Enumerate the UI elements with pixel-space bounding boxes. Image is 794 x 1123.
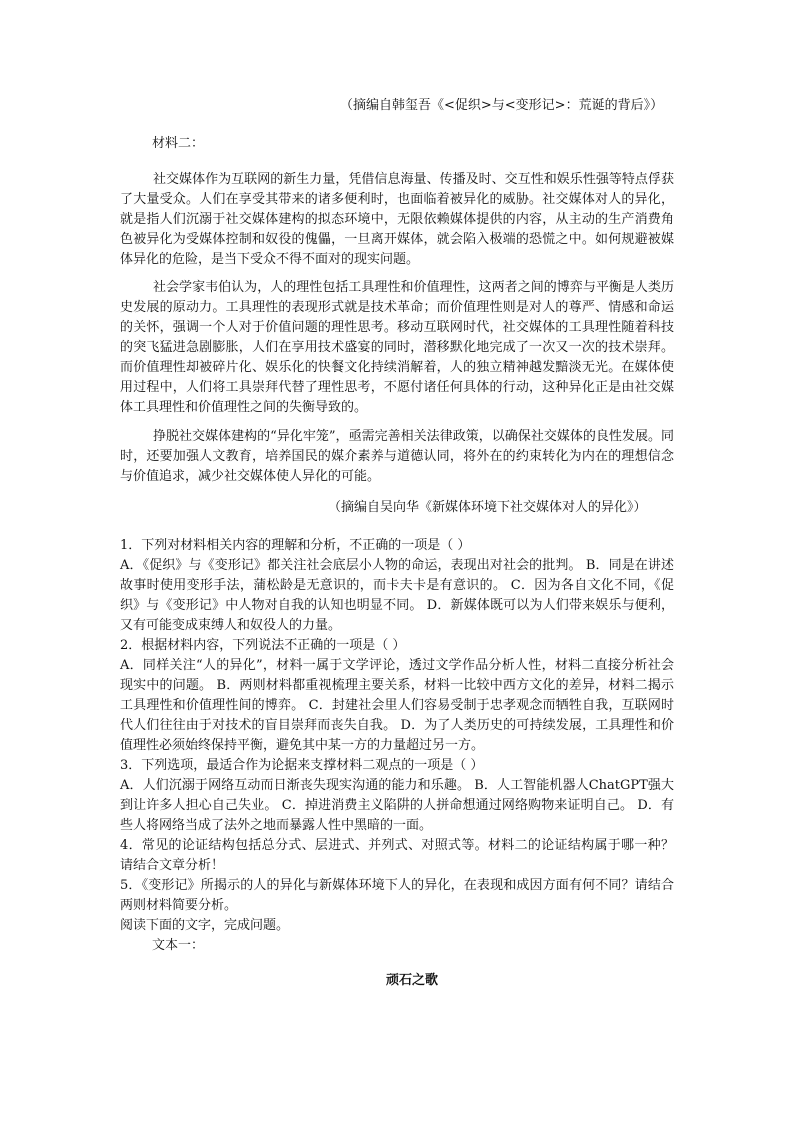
question-1-stem: 1．下列对材料相关内容的理解和分析，不正确的一项是（ ） <box>120 538 471 553</box>
material2-paragraph-2: 社会学家韦伯认为，人的理性包括工具理性和价值理性，这两者之间的博弈与平衡是人类历史发展的原动力。工具理性的表现形式就是技术革命；而价值理性则是对人的尊严、情感和命运的关怀，强调一个人对于价值问题的理性思考。移动互联网时代，社交媒体的工具理性随着科技的突飞猛进急剧膨胀，人们在享用技术盛宴的同时，潜移默化地完成了一次又一次的技术崇拜。而价值理性却被碎片化、娱乐化的快餐文化持续消解着，人的独立精神越发黯淡无光。在媒体使用过程中，人们将工具崇拜代替了理性思考，不愿付诸任何具体的行动，这种异化正是由社交媒体工具理性和价值理性之间的失衡导致的。 <box>120 280 674 415</box>
material2-label: 材料二： <box>152 136 205 151</box>
question-1-options: A．《促织》与《变形记》都关注社会底层小人物的命运，表现出对社会的批判。 B．同是在讲述故事时使用变形手法，蒲松龄是无意识的，而卡夫卡是有意识的。 C．因为各自文化不同，《促织》与《变形记》中人物对自我的认知也明显不同。 D．新媒体既可以为人们带来娱乐与便利，又有可能变成束缚人和奴役人的力量。 <box>120 558 674 633</box>
question-4: 4．常见的论证结构包括总分式、层进式、并列式、对照式等。材料二的论证结构属于哪一种？请结合文章分析！ <box>120 838 674 873</box>
question-3-stem: 3．下列选项，最适合作为论据来支撑材料二观点的一项是（ ） <box>120 758 484 773</box>
questions-block <box>120 536 674 936</box>
material1-source: （摘编自韩玺吾《<促织>与<变形记>：荒诞的背后》） <box>340 98 664 113</box>
text1-label: 文本一： <box>152 938 205 953</box>
question-2-options: A．同样关注“人的异化”，材料一属于文学评论，透过文学作品分析人性，材料二直接分析社会现实中的问题。 B．两则材料都重视梳理主要关系，材料一比较中西方文化的差异，材料二揭示工具理性和价值理性间的博弈。 C．封建社会里人们容易受制于忠孝观念而牺牲自我，互联网时代人们往往由于对技术的盲目崇拜而丧失自我。 D．为了人类历史的可持续发展，工具理性和价值理性必须始终保持平衡，避免其中某一方的力量超过另一方。 <box>120 658 674 753</box>
text1-title: 顽石之歌 <box>385 973 438 988</box>
material2-source: （摘编自吴向华《新媒体环境下社交媒体对人的异化》） <box>328 500 647 515</box>
question-3-options: A．人们沉溺于网络互动而日渐丧失现实沟通的能力和乐趣。 B．人工智能机器人ChatGPT强大到让许多人担心自己失业。 C．掉进消费主义陷阱的人拼命想通过网络购物来证明自己。 D．有些人将网络当成了法外之地而暴露人性中黑暗的一面。 <box>120 778 674 833</box>
reading-instruction: 阅读下面的文字，完成问题。 <box>120 918 290 933</box>
material2-paragraph-1: 社交媒体作为互联网的新生力量，凭借信息海量、传播及时、交互性和娱乐性强等特点俘获了大量受众。人们在享受其带来的诸多便利时，也面临着被异化的威胁。社交媒体对人的异化，就是指人们沉溺于社交媒体建构的拟态环境中，无限依赖媒体提供的内容，从主动的生产消费角色被异化为受媒体控制和奴役的傀儡，一旦离开媒体，就会陷入极端的恐慌之中。如何规避被媒体异化的危险，是当下受众不得不面对的现实问题。 <box>120 172 674 267</box>
question-2-stem: 2．根据材料内容，下列说法不正确的一项是（ ） <box>120 638 406 653</box>
question-5: 5．《变形记》所揭示的人的异化与新媒体环境下人的异化，在表现和成因方面有何不同？请结合两则材料简要分析。 <box>120 878 674 913</box>
material2-paragraph-3: 挣脱社交媒体建构的“异化牢笼”，亟需完善相关法律政策，以确保社交媒体的良性发展。同时，还要加强人文教育，培养国民的媒介素养与道德认同，将外在的约束转化为内在的理想信念与价值追求，减少社交媒体使人异化的可能。 <box>120 429 674 484</box>
